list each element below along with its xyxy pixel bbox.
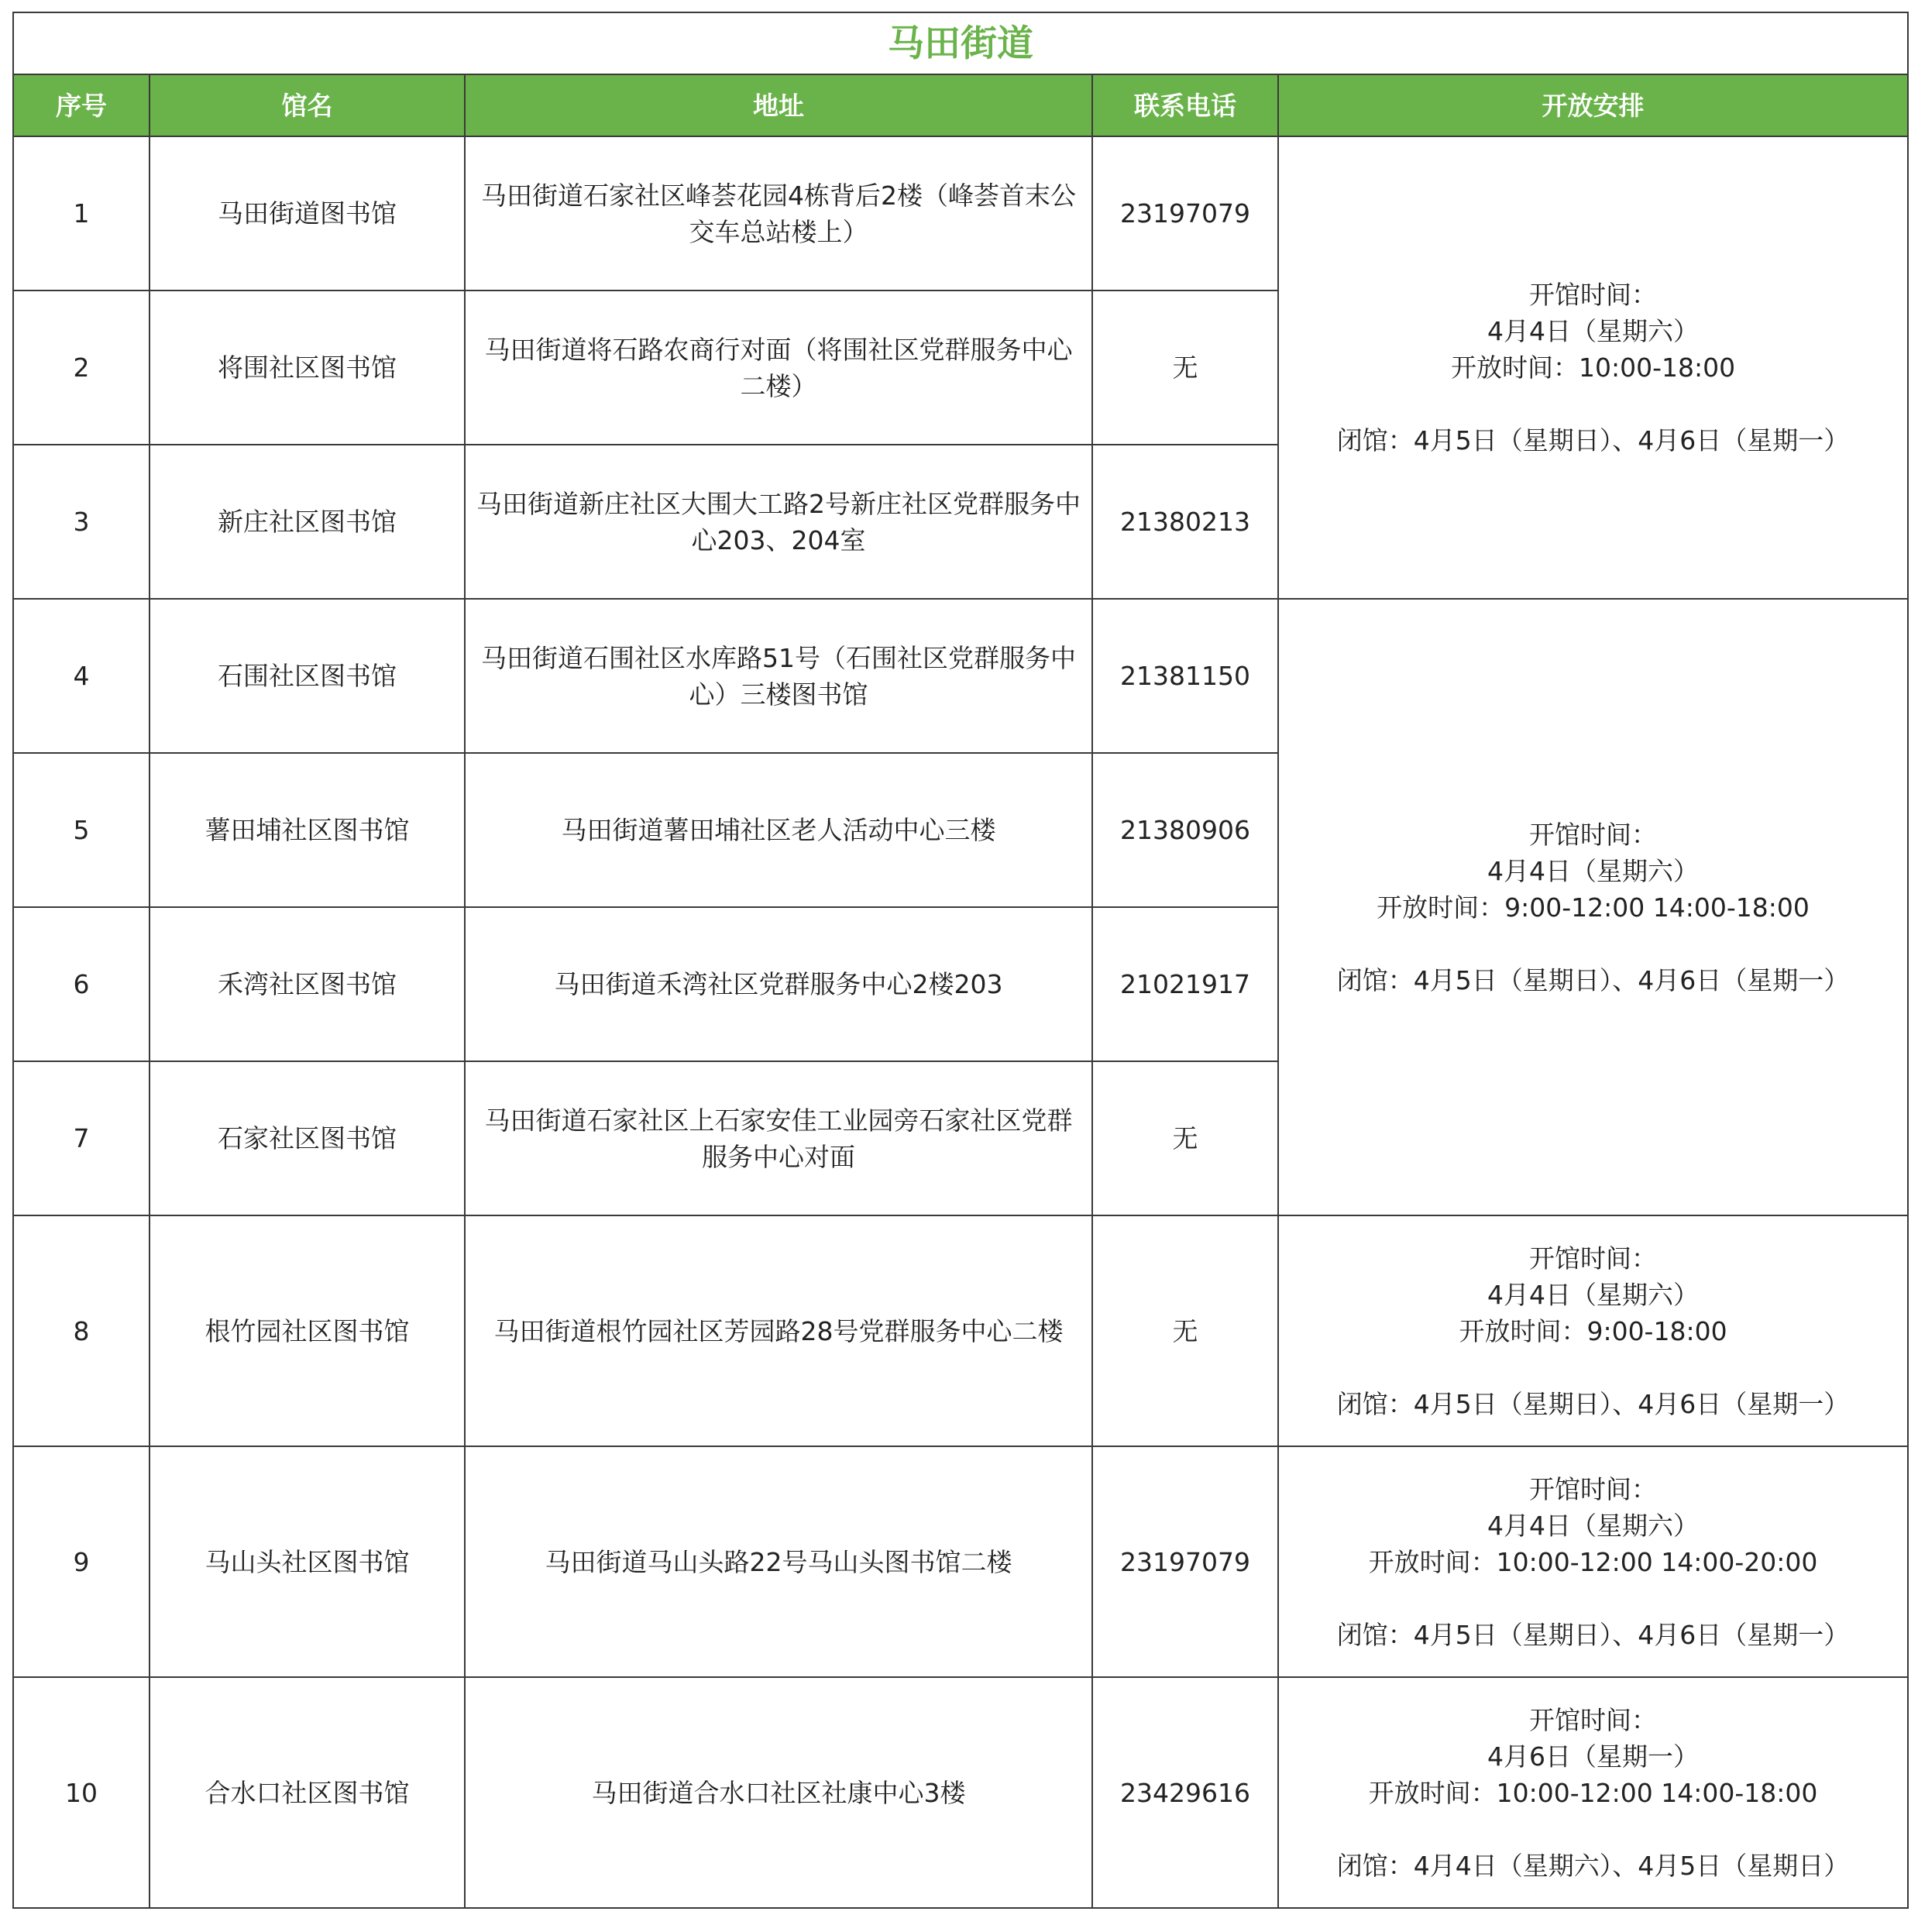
schedule-closed: 闭馆：4月5日（星期日）、4月6日（星期一） xyxy=(1336,425,1850,455)
header-name: 馆名 xyxy=(150,74,465,136)
schedule-cell xyxy=(1278,1446,1908,1677)
schedule-date: 4月4日（星期六） xyxy=(1487,316,1700,346)
library-phone: 23429616 xyxy=(1092,1677,1278,1908)
schedule-cell xyxy=(1278,136,1908,599)
schedule-closed: 闭馆：4月4日（星期六）、4月5日（星期日） xyxy=(1336,1850,1850,1881)
table-row xyxy=(13,1215,1908,1446)
library-address: 马田街道石家社区上石家安佳工业园旁石家社区党群服务中心对面 xyxy=(465,1061,1092,1215)
table-row xyxy=(13,136,1908,290)
library-phone: 21381150 xyxy=(1092,599,1278,753)
row-no: 4 xyxy=(13,599,150,753)
library-phone: 21380213 xyxy=(1092,445,1278,599)
schedule-date: 4月4日（星期六） xyxy=(1487,1279,1700,1310)
schedule-label: 开馆时间： xyxy=(1529,1473,1658,1504)
schedule-closed: 闭馆：4月5日（星期日）、4月6日（星期一） xyxy=(1336,1619,1850,1650)
schedule-label: 开馆时间： xyxy=(1529,1243,1658,1274)
schedule-label: 开馆时间： xyxy=(1529,1704,1658,1735)
schedule-closed: 闭馆：4月5日（星期日）、4月6日（星期一） xyxy=(1336,1388,1850,1419)
schedule-cell xyxy=(1278,599,1908,1215)
library-address: 马田街道石家社区峰荟花园4栋背后2楼（峰荟首末公交车总站楼上） xyxy=(465,136,1092,290)
library-phone: 21380906 xyxy=(1092,753,1278,907)
library-address: 马田街道石围社区水库路51号（石围社区党群服务中心）三楼图书馆 xyxy=(465,599,1092,753)
header-no: 序号 xyxy=(13,74,150,136)
library-phone: 23197079 xyxy=(1092,1446,1278,1677)
library-phone: 23197079 xyxy=(1092,136,1278,290)
row-no: 1 xyxy=(13,136,150,290)
library-address: 马田街道新庄社区大围大工路2号新庄社区党群服务中心203、204室 xyxy=(465,445,1092,599)
library-name: 合水口社区图书馆 xyxy=(150,1677,465,1908)
row-no: 9 xyxy=(13,1446,150,1677)
schedule-hours: 开放时间：10:00-12:00 14:00-20:00 xyxy=(1368,1546,1818,1577)
row-no: 8 xyxy=(13,1215,150,1446)
row-no: 10 xyxy=(13,1677,150,1908)
library-name: 马田街道图书馆 xyxy=(150,136,465,290)
schedule-date: 4月6日（星期一） xyxy=(1487,1741,1700,1772)
header-address: 地址 xyxy=(465,74,1092,136)
library-name: 马山头社区图书馆 xyxy=(150,1446,465,1677)
library-schedule-table xyxy=(12,12,1909,1909)
library-address: 马田街道禾湾社区党群服务中心2楼203 xyxy=(465,907,1092,1061)
table-row xyxy=(13,1446,1908,1677)
library-name: 石围社区图书馆 xyxy=(150,599,465,753)
library-phone: 无 xyxy=(1092,290,1278,445)
library-address: 马田街道合水口社区社康中心3楼 xyxy=(465,1677,1092,1908)
schedule-label: 开馆时间： xyxy=(1529,280,1658,310)
schedule-date: 4月4日（星期六） xyxy=(1487,855,1700,886)
library-address: 马田街道薯田埔社区老人活动中心三楼 xyxy=(465,753,1092,907)
schedule-cell xyxy=(1278,1677,1908,1908)
table-row xyxy=(13,599,1908,753)
row-no: 2 xyxy=(13,290,150,445)
schedule-cell xyxy=(1278,1215,1908,1446)
schedule-hours: 开放时间：9:00-18:00 xyxy=(1459,1315,1727,1346)
schedule-label: 开馆时间： xyxy=(1529,819,1658,850)
schedule-hours: 开放时间：10:00-18:00 xyxy=(1450,352,1736,383)
library-name: 禾湾社区图书馆 xyxy=(150,907,465,1061)
library-name: 石家社区图书馆 xyxy=(150,1061,465,1215)
table-title: 马田街道 xyxy=(13,12,1908,74)
library-name: 根竹园社区图书馆 xyxy=(150,1215,465,1446)
library-phone: 21021917 xyxy=(1092,907,1278,1061)
schedule-closed: 闭馆：4月5日（星期日）、4月6日（星期一） xyxy=(1336,964,1850,995)
schedule-date: 4月4日（星期六） xyxy=(1487,1510,1700,1541)
row-no: 5 xyxy=(13,753,150,907)
header-phone: 联系电话 xyxy=(1092,74,1278,136)
library-address: 马田街道根竹园社区芳园路28号党群服务中心二楼 xyxy=(465,1215,1092,1446)
library-name: 新庄社区图书馆 xyxy=(150,445,465,599)
row-no: 3 xyxy=(13,445,150,599)
schedule-hours: 开放时间：9:00-12:00 14:00-18:00 xyxy=(1377,892,1810,923)
library-phone: 无 xyxy=(1092,1215,1278,1446)
row-no: 6 xyxy=(13,907,150,1061)
library-name: 将围社区图书馆 xyxy=(150,290,465,445)
library-address: 马田街道将石路农商行对面（将围社区党群服务中心二楼） xyxy=(465,290,1092,445)
library-name: 薯田埔社区图书馆 xyxy=(150,753,465,907)
schedule-hours: 开放时间：10:00-12:00 14:00-18:00 xyxy=(1368,1777,1818,1808)
table-row xyxy=(13,1677,1908,1908)
row-no: 7 xyxy=(13,1061,150,1215)
library-phone: 无 xyxy=(1092,1061,1278,1215)
header-schedule: 开放安排 xyxy=(1278,74,1908,136)
library-address: 马田街道马山头路22号马山头图书馆二楼 xyxy=(465,1446,1092,1677)
